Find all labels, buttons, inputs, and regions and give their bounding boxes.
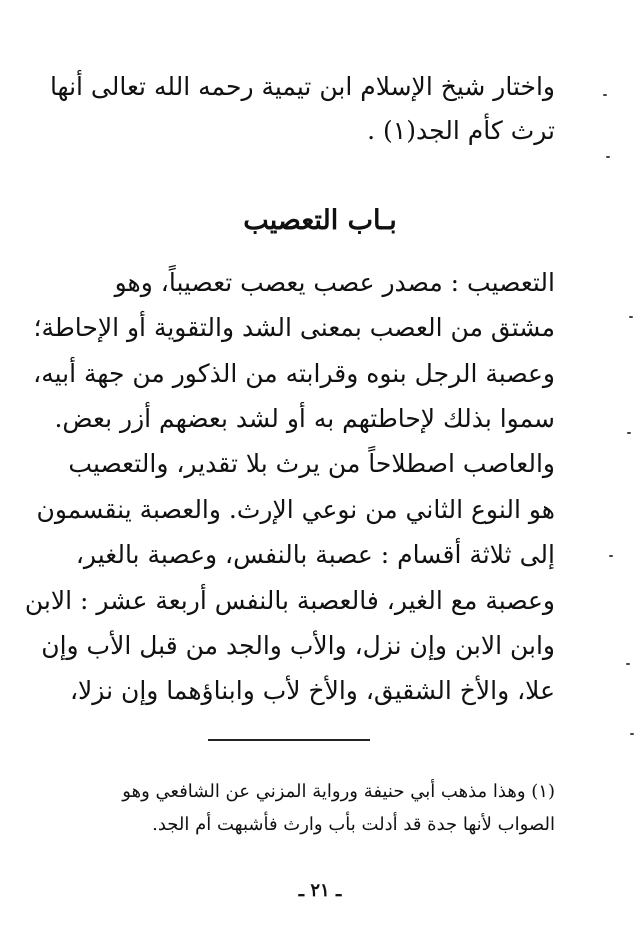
- footnote-line: (١) وهذا مذهب أبي حنيفة ورواية المزني عن الشافعي وهو: [122, 781, 555, 802]
- body-line: التعصيب : مصدر عصب يعصب تعصيباً، وهو: [114, 268, 555, 297]
- body-line: وابن الابن وإن نزل، والأب والجد من قبل الأب وإن: [41, 631, 555, 660]
- scan-speck: [630, 733, 634, 735]
- body-line: وعصبة مع الغير، فالعصبة بالنفس أربعة عشر : الابن: [24, 586, 555, 615]
- scan-speck: [629, 316, 633, 318]
- body-line: سموا بذلك لإحاطتهم به أو لشد بعضهم أزر بعض.: [54, 404, 555, 433]
- body-line: وعصبة الرجل بنوه وقرابته من الذكور من جهة أبيه،: [33, 359, 555, 388]
- body-line: والعاصب اصطلاحاً من يرث بلا تقدير، والتعصيب: [68, 449, 555, 478]
- footnote-divider: [208, 739, 370, 741]
- footnote-line: الصواب لأنها جدة قد أدلت بأب وارث فأشبهت أم الجد.: [152, 814, 555, 835]
- section-heading: بـاب التعصيب: [243, 205, 397, 236]
- body-line: إلى ثلاثة أقسام : عصبة بالنفس، وعصبة بالغير،: [75, 540, 555, 569]
- page-number: ـ ٢١ ـ: [298, 880, 342, 901]
- scan-speck: [606, 156, 610, 158]
- scan-speck: [627, 432, 631, 434]
- intro-line: واختار شيخ الإسلام ابن تيمية رحمه الله تعالى أنها: [49, 72, 555, 101]
- body-line: مشتق من العصب بمعنى الشد والتقوية أو الإحاطة؛: [33, 313, 555, 342]
- scan-speck: [609, 555, 613, 557]
- scan-speck: [603, 94, 607, 96]
- body-line: هو النوع الثاني من نوعي الإرث. والعصبة ينقسمون: [36, 495, 555, 524]
- body-line: علا، والأخ الشقيق، والأخ لأب وابناؤهما وإن نزلا،: [69, 676, 555, 705]
- scan-speck: [626, 663, 630, 665]
- intro-line: ترث كأم الجد(١) .: [367, 116, 555, 145]
